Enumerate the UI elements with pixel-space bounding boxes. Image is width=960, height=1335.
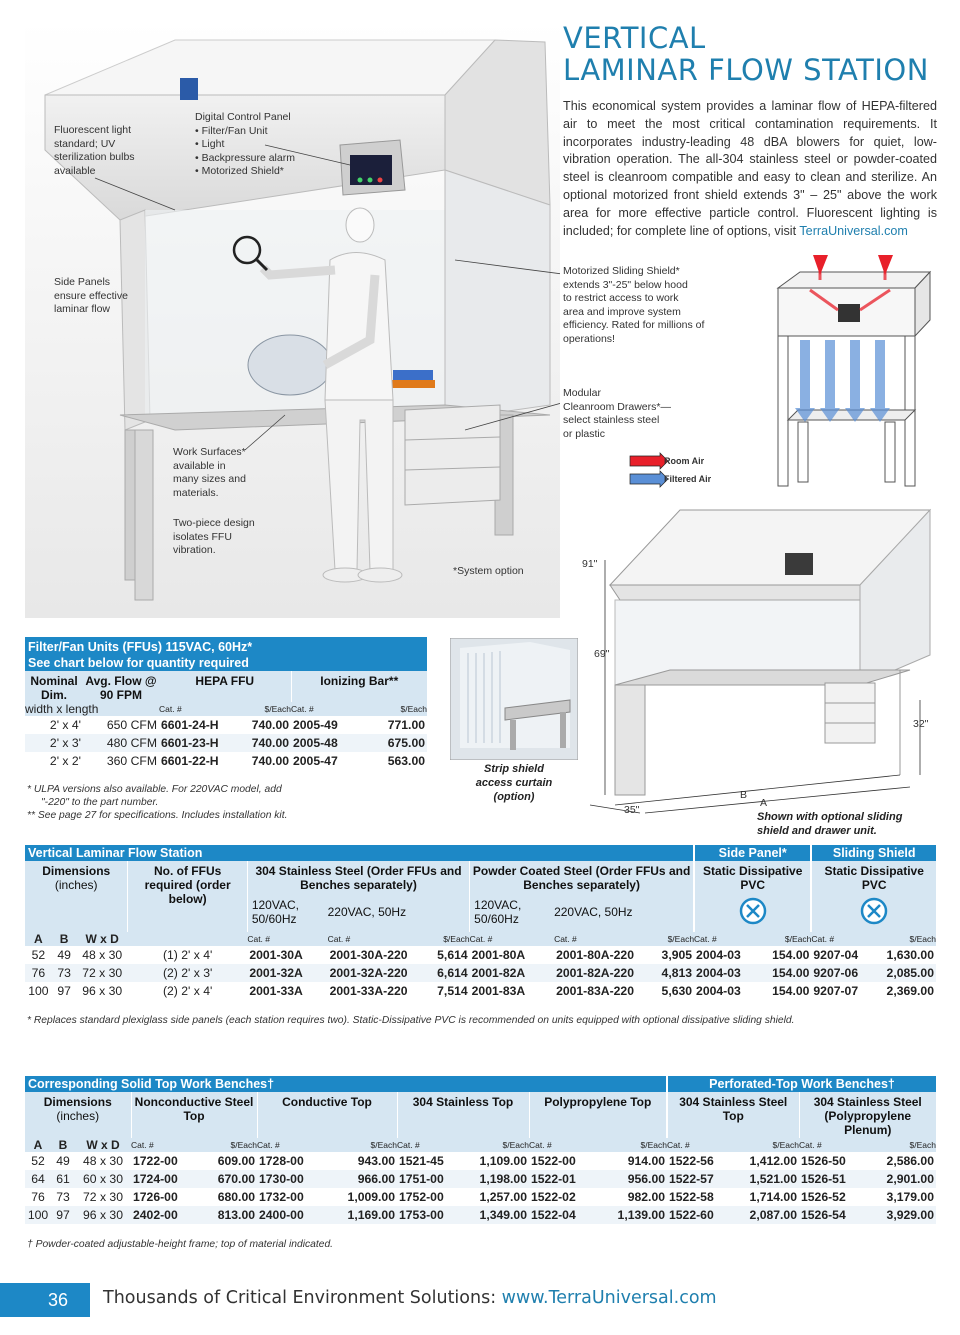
- laminar-flow-station-table: Vertical Laminar Flow Station Side Panel* Sliding Shield Dimensions (inches) No. of FFUs required (order below) 304 Stainless Steel (Order FFUs and Benches separately) Powder Coated Steel (Order FFUs and Benches separately) Static Dissipative PVC Static Dissipative PVC 120VAC, 50/60Hz 220VAC, 50Hz 120VAC, 50/60Hz 220VAC, 50Hz A B W x D Cat. # Cat. # $/Each Cat. # Cat. # $/Each Cat. # $/Each Cat. # $/Each 52 49 48 x 30 (1) 2' x 4' 2001-30A 2001-30A-220 5,614 2001-80A 2001-80A-220 3,905 2004-03 154.00 9207-04 1,630.00 76 73 72 x 30 (2) 2' x 3' 2001-32A 2001-32A-220 6,614 2001-82A 2001-82A-220 4,813 2004-03 154.00 9207-06 2,085.00 100 97 96 x 30 (2) 2' x 4' 2001-33A 2001-33A-220 7,514 2001-83A 2001-83A-220 5,630 2004-03 154.00 9207-07 2,369.00: [25, 845, 936, 1000]
- vlfs-row-ffu: (2) 2' x 3': [162, 966, 213, 980]
- intro-paragraph: [563, 98, 937, 240]
- vlfs-title-slide: Sliding Shield: [811, 845, 936, 861]
- bench-row: [25, 1188, 936, 1206]
- bench-row-ssp: 1,257.00: [479, 1190, 527, 1204]
- vlfs-pc-220: 220VAC, 50Hz: [554, 905, 633, 919]
- vlfs-row-pc120: 2001-82A: [471, 966, 526, 980]
- static-dissipative-icon: [860, 897, 888, 925]
- bench-row-b: 61: [56, 1172, 70, 1186]
- ffu-row: [25, 716, 427, 734]
- title-line-1: VERTICAL: [563, 21, 706, 55]
- vlfs-row-ss120: 2001-30A: [249, 948, 303, 962]
- bench-row-nc: 1722-00: [133, 1154, 178, 1168]
- ffu-row-hepa_price: 740.00: [251, 718, 289, 732]
- callout-side-panels: Side Panels ensure effective laminar flow: [54, 276, 128, 315]
- ffu-row-dim: 2' x 3': [49, 736, 81, 750]
- legend-filtered-air: Filtered Air: [664, 474, 712, 484]
- vlfs-row-ss120: 2001-33A: [249, 984, 303, 998]
- ffu-row-dim: 2' x 2': [49, 754, 81, 768]
- ffu-row-hepa_cat: 6601-22-H: [161, 754, 219, 768]
- vlfs-row-ssp: 5,614: [437, 948, 468, 962]
- ffu-row-hepa_cat: 6601-24-H: [161, 718, 219, 732]
- bench-row: [25, 1152, 936, 1170]
- bench-row-psp: 2,087.00: [749, 1208, 797, 1222]
- vlfs-col-pc: Powder Coated Steel (Order FFUs and Benches separately): [470, 861, 694, 892]
- bench-row: [25, 1206, 936, 1224]
- vlfs-row-b: 97: [57, 984, 71, 998]
- dim-32: 32": [913, 718, 929, 730]
- vlfs-row-pcp: 5,630: [661, 984, 693, 998]
- bench-row-pl: 1526-54: [801, 1208, 846, 1222]
- bench-row-plp: 3,179.00: [886, 1190, 934, 1204]
- bench-row-ps: 1522-56: [669, 1154, 714, 1168]
- vlfs-row: [25, 964, 936, 982]
- vlfs-col-ss: 304 Stainless Steel (Order FFUs and Benches separately): [247, 861, 469, 892]
- bench-row-b: 49: [56, 1154, 70, 1168]
- dim-b: B: [740, 789, 748, 801]
- bench-row-pl: 1526-50: [801, 1154, 846, 1168]
- ffu-row-flow: 650 CFM: [106, 718, 157, 732]
- vlfs-row-a: 76: [31, 966, 46, 980]
- ffu-row-flow: 480 CFM: [106, 736, 157, 750]
- callout-work-surfaces: Work Surfaces* available in many sizes and materials.: [173, 446, 246, 499]
- bench-row-ssp: 1,198.00: [479, 1172, 527, 1186]
- vlfs-col-dim: Dimensions (inches): [42, 864, 111, 892]
- ffu-row: [25, 752, 427, 770]
- bench-row-b: 97: [56, 1208, 70, 1222]
- bench-footnote: † Powder-coated adjustable-height frame; top of material indicated.: [27, 1239, 334, 1250]
- vlfs-row-wxd: 96 x 30: [82, 984, 123, 998]
- bench-row-cp: 1,009.00: [347, 1190, 395, 1204]
- vlfs-row-ffu: (1) 2' x 4': [162, 948, 213, 962]
- bench-row-plp: 3,929.00: [886, 1208, 934, 1222]
- vlfs-pc-120: 120VAC, 50/60Hz: [470, 892, 554, 932]
- bench-row-wxd: 48 x 30: [83, 1154, 123, 1168]
- bench-title-perf: Perforated-Top Work Benches†: [667, 1076, 936, 1092]
- callout-drawers: Modular Cleanroom Drawers*— select stainless steel or plastic: [563, 387, 671, 440]
- sliding-shield-icon-cell: [811, 892, 936, 932]
- bench-row-ppp: 956.00: [627, 1172, 665, 1186]
- bench-row-nc: 2402-00: [133, 1208, 178, 1222]
- vlfs-title-side: Side Panel*: [694, 845, 811, 861]
- station2-caption: Shown with optional sliding shield and drawer unit.: [757, 811, 903, 837]
- vlfs-row-b: 73: [57, 966, 71, 980]
- vlfs-row-a: 52: [31, 948, 46, 962]
- bench-row-nc: 1726-00: [133, 1190, 178, 1204]
- bench-col-noncond: Nonconductive Steel Top: [131, 1092, 257, 1138]
- vlfs-row-sp_p: 154.00: [772, 948, 810, 962]
- ffu-row-flow: 360 CFM: [106, 754, 157, 768]
- bench-row-nc: 1724-00: [133, 1172, 178, 1186]
- strip-curtain-photo: [450, 638, 578, 760]
- vlfs-row-sh_cat: 9207-06: [813, 966, 859, 980]
- callout-fluorescent: Fluorescent light standard; UV sterilization bulbs available: [54, 124, 135, 177]
- bench-row-ss: 1751-00: [399, 1172, 444, 1186]
- vlfs-row-ssp: 6,614: [437, 966, 468, 980]
- vlfs-row-sh_cat: 9207-04: [813, 948, 859, 962]
- vlfs-row-sp_cat: 2004-03: [696, 948, 741, 962]
- bench-row-ppp: 982.00: [627, 1190, 665, 1204]
- vlfs-title: Vertical Laminar Flow Station: [28, 846, 203, 860]
- intro-text: This economical system provides a laminar flow of HEPA-filtered air to meet the most critical contamination requirements. It incorporates industry-leading 48 dBA blowers for quiet, low-vibration operation. The all-304 stainless steel or powder-coated steel is cleanroom compatible and easy to clean and sterilize. An optional motorized front shield extends 3" – 25" above the work area for more effective particle control. Fluorescent lighting is included; for complete line of options, visit: [563, 99, 937, 238]
- vlfs-row-ss220: 2001-30A-220: [329, 948, 408, 962]
- side-panel-icon-cell: [694, 892, 811, 932]
- bench-col-pp: Polypropylene Top: [529, 1092, 667, 1138]
- vlfs-row-ss220: 2001-33A-220: [329, 984, 408, 998]
- ffu-col-hepa: HEPA FFU: [195, 674, 255, 688]
- ffu-title: Filter/Fan Units (FFUs) 115VAC, 60Hz* See chart below for quantity required: [28, 640, 253, 670]
- bench-row-a: 100: [27, 1208, 49, 1222]
- bench-col-dim: Dimensions (inches): [43, 1095, 112, 1123]
- bench-row-psp: 1,521.00: [749, 1172, 797, 1186]
- callout-two-piece: Two-piece design isolates FFU vibration.: [173, 517, 255, 556]
- bench-row-ssp: 1,349.00: [479, 1208, 527, 1222]
- vlfs-row-b: 49: [57, 948, 71, 962]
- ffu-col-ion: Ionizing Bar**: [291, 671, 427, 702]
- vlfs-ss-220: 220VAC, 50Hz: [327, 905, 407, 919]
- bench-row-ppp: 1,139.00: [617, 1208, 665, 1222]
- static-dissipative-icon: [739, 897, 767, 925]
- ffu-row-hepa_cat: 6601-23-H: [161, 736, 219, 750]
- ffu-row-hepa_price: 740.00: [251, 754, 289, 768]
- bench-row-ss: 1521-45: [399, 1154, 444, 1168]
- bench-row-ps: 1522-57: [669, 1172, 714, 1186]
- bench-row-wxd: 72 x 30: [83, 1190, 123, 1204]
- dim-35: 35": [624, 804, 640, 816]
- bench-row-psp: 1,412.00: [749, 1154, 797, 1168]
- footer-url[interactable]: www.TerraUniversal.com: [501, 1288, 717, 1308]
- bench-row-pp: 1522-02: [531, 1190, 576, 1204]
- bench-row-a: 64: [31, 1172, 45, 1186]
- vlfs-col-slide: Static Dissipative PVC: [811, 861, 936, 892]
- bench-row-ps: 1522-60: [669, 1208, 714, 1222]
- bench-row-c: 1732-00: [259, 1190, 304, 1204]
- bench-row-wxd: 60 x 30: [83, 1172, 123, 1186]
- filtered-air-arrow: [630, 471, 668, 487]
- bench-row-ncp: 813.00: [217, 1208, 255, 1222]
- bench-row-a: 76: [31, 1190, 45, 1204]
- vlfs-row-pc120: 2001-83A: [471, 984, 526, 998]
- vlfs-row-sp_p: 154.00: [772, 966, 810, 980]
- dim-69: 69": [594, 648, 610, 660]
- ffu-row-ion_cat: 2005-48: [293, 736, 338, 750]
- bench-row-ps: 1522-58: [669, 1190, 714, 1204]
- footer-text: Thousands of Critical Environment Solutions: www.TerraUniversal.com: [103, 1288, 717, 1308]
- bench-row-c: 2400-00: [259, 1208, 304, 1222]
- dim-91: 91": [582, 558, 598, 570]
- vlfs-row-ssp: 7,514: [437, 984, 468, 998]
- station-dimension-drawing: [580, 505, 940, 825]
- bench-row-wxd: 96 x 30: [83, 1208, 123, 1222]
- vlfs-row: [25, 946, 936, 964]
- bench-title: Corresponding Solid Top Work Benches†: [28, 1077, 275, 1091]
- airflow-diagram: [770, 250, 940, 510]
- page-title: [563, 22, 953, 86]
- vlfs-row-sp_cat: 2004-03: [696, 984, 741, 998]
- vlfs-row-wxd: 72 x 30: [82, 966, 123, 980]
- ffu-row: [25, 734, 427, 752]
- ffu-col-flow: Avg. Flow @ 90 FPM: [85, 674, 157, 702]
- vlfs-ss-120: 120VAC, 50/60Hz: [247, 892, 327, 932]
- ffu-row-ion_cat: 2005-47: [293, 754, 338, 768]
- ffu-row-hepa_price: 740.00: [251, 736, 289, 750]
- vlfs-row-sp_cat: 2004-03: [696, 966, 741, 980]
- bench-row-ssp: 1,109.00: [479, 1154, 527, 1168]
- bench-row-c: 1728-00: [259, 1154, 304, 1168]
- intro-link[interactable]: TerraUniversal.com: [799, 223, 908, 238]
- bench-row-pl: 1526-52: [801, 1190, 846, 1204]
- vlfs-footnote: * Replaces standard plexiglass side panels (each station requires two). Static-Dissipative PVC is recommended on units equipped with optional dissipative sliding shield.: [27, 1015, 795, 1026]
- vlfs-col-side: Static Dissipative PVC: [694, 861, 811, 892]
- vlfs-row-sh_p: 1,630.00: [886, 948, 934, 962]
- bench-col-ss: 304 Stainless Top: [397, 1092, 529, 1138]
- callout-control-panel: Digital Control Panel • Filter/Fan Unit • Light • Backpressure alarm • Motorized Shield*: [195, 111, 295, 177]
- bench-col-cond: Conductive Top: [257, 1092, 397, 1138]
- vlfs-row-sh_cat: 9207-07: [813, 984, 859, 998]
- bench-row-a: 52: [31, 1154, 45, 1168]
- vlfs-row-ffu: (2) 2' x 4': [162, 984, 213, 998]
- vlfs-row-pcp: 4,813: [661, 966, 693, 980]
- bench-row-cp: 943.00: [357, 1154, 395, 1168]
- bench-row-cp: 966.00: [357, 1172, 395, 1186]
- bench-row-ss: 1752-00: [399, 1190, 444, 1204]
- ffu-row-dim: 2' x 4': [49, 718, 81, 732]
- ffu-row-ion_price: 563.00: [387, 754, 425, 768]
- bench-row-ppp: 914.00: [627, 1154, 665, 1168]
- bench-row-pp: 1522-04: [531, 1208, 576, 1222]
- callout-system-option: *System option: [453, 565, 524, 577]
- vlfs-row-ss220: 2001-32A-220: [329, 966, 408, 980]
- bench-row-psp: 1,714.00: [749, 1190, 797, 1204]
- vlfs-row-pc220: 2001-82A-220: [556, 966, 634, 980]
- bench-row: [25, 1170, 936, 1188]
- vlfs-row-pc220: 2001-83A-220: [556, 984, 634, 998]
- vlfs-row-sh_p: 2,085.00: [886, 966, 934, 980]
- vlfs-row-ss120: 2001-32A: [249, 966, 303, 980]
- bench-row-plp: 2,901.00: [886, 1172, 934, 1186]
- bench-row-plp: 2,586.00: [886, 1154, 934, 1168]
- ffu-row-ion_price: 771.00: [387, 718, 425, 732]
- ffu-table: Filter/Fan Units (FFUs) 115VAC, 60Hz* See chart below for quantity required Nominal Dim. Avg. Flow @ 90 FPM HEPA FFU Ionizing Bar** width x length Cat. # $/Each Cat. # $/Each 2' x 4' 650 CFM 6601-24-H 740.00 2005-49 771.00 2' x 3' 480 CFM 6601-23-H 740.00 2005-48 675.00 2' x 2' 360 CFM 6601-22-H 740.00 2005-47 563.00: [25, 637, 427, 770]
- ffu-footnote: * ULPA versions also available. For 220VAC model, add "-220" to the part number. ** See page 27 for specifications. Includes installation kit.: [27, 784, 288, 821]
- work-bench-table: Corresponding Solid Top Work Benches† Perforated-Top Work Benches† Dimensions (inches) Nonconductive Steel Top Conductive Top 304 Stainless Top Polypropylene Top 304 Stainless Steel Top 304 Stainless Steel (Polypropylene Plenum) A B W x D Cat. # $/Each Cat. # $/Each Cat. # $/Each Cat. # $/Each Cat. # $/Each Cat. # $/Each 52 49 48 x 30 1722-00 609.00 1728-00 943.00 1521-45 1,109.00 1522-00 914.00 1522-56 1,412.00 1526-50 2,586.00 64 61 60 x 30 1724-00 670.00 1730-00 966.00 1751-00 1,198.00 1522-01 956.00 1522-57 1,521.00 1526-51 2,901.00 76 73 72 x 30 1726-00 680.00 1732-00 1,009.00 1752-00 1,257.00 1522-02 982.00 1522-58 1,714.00 1526-52 3,179.00 100 97 96 x 30 2402-00 813.00 2400-00 1,169.00 1753-00 1,349.00 1522-04 1,139.00 1522-60 2,087.00 1526-54 3,929.00: [25, 1076, 936, 1224]
- bench-row-ncp: 609.00: [217, 1154, 255, 1168]
- ffu-col-nominal: Nominal Dim.: [30, 674, 78, 702]
- bench-row-b: 73: [56, 1190, 70, 1204]
- bench-row-ncp: 670.00: [217, 1172, 255, 1186]
- bench-row-pp: 1522-00: [531, 1154, 576, 1168]
- vlfs-col-ffus: No. of FFUs required (order below): [128, 861, 247, 932]
- bench-col-perf-pp: 304 Stainless Steel (Polypropylene Plenum): [799, 1092, 936, 1138]
- ffu-wxl: width x length: [25, 702, 99, 716]
- vlfs-row: [25, 982, 936, 1000]
- strip-caption: Strip shield access curtain (option): [475, 763, 553, 803]
- vlfs-row-pc120: 2001-80A: [471, 948, 526, 962]
- logo-badge: [180, 78, 198, 100]
- bench-col-perf-ss: 304 Stainless Steel Top: [667, 1092, 799, 1138]
- ffu-row-ion_price: 675.00: [387, 736, 425, 750]
- bench-row-ss: 1753-00: [399, 1208, 444, 1222]
- page-number: 36: [0, 1283, 90, 1317]
- vlfs-row-pc220: 2001-80A-220: [556, 948, 634, 962]
- vlfs-row-a: 100: [28, 984, 49, 998]
- bench-row-cp: 1,169.00: [347, 1208, 395, 1222]
- title-line-2: LAMINAR FLOW STATION: [563, 53, 929, 87]
- bench-row-c: 1730-00: [259, 1172, 304, 1186]
- bench-row-ncp: 680.00: [217, 1190, 255, 1204]
- laminar-flow-station-photo: [25, 20, 560, 618]
- callout-sliding-shield: Motorized Sliding Shield* extends 3"-25" below hood to restrict access to work area and improve system efficiency. Rated for millions of operations!: [563, 265, 705, 345]
- bench-row-pp: 1522-01: [531, 1172, 576, 1186]
- vlfs-row-sp_p: 154.00: [772, 984, 810, 998]
- dim-a: A: [760, 797, 768, 809]
- room-air-arrow: [630, 453, 668, 469]
- bench-row-pl: 1526-51: [801, 1172, 846, 1186]
- vlfs-row-wxd: 48 x 30: [82, 948, 123, 962]
- vlfs-row-pcp: 3,905: [661, 948, 693, 962]
- legend-room-air: Room Air: [664, 456, 705, 466]
- vlfs-row-sh_p: 2,369.00: [886, 984, 934, 998]
- ffu-row-ion_cat: 2005-49: [293, 718, 338, 732]
